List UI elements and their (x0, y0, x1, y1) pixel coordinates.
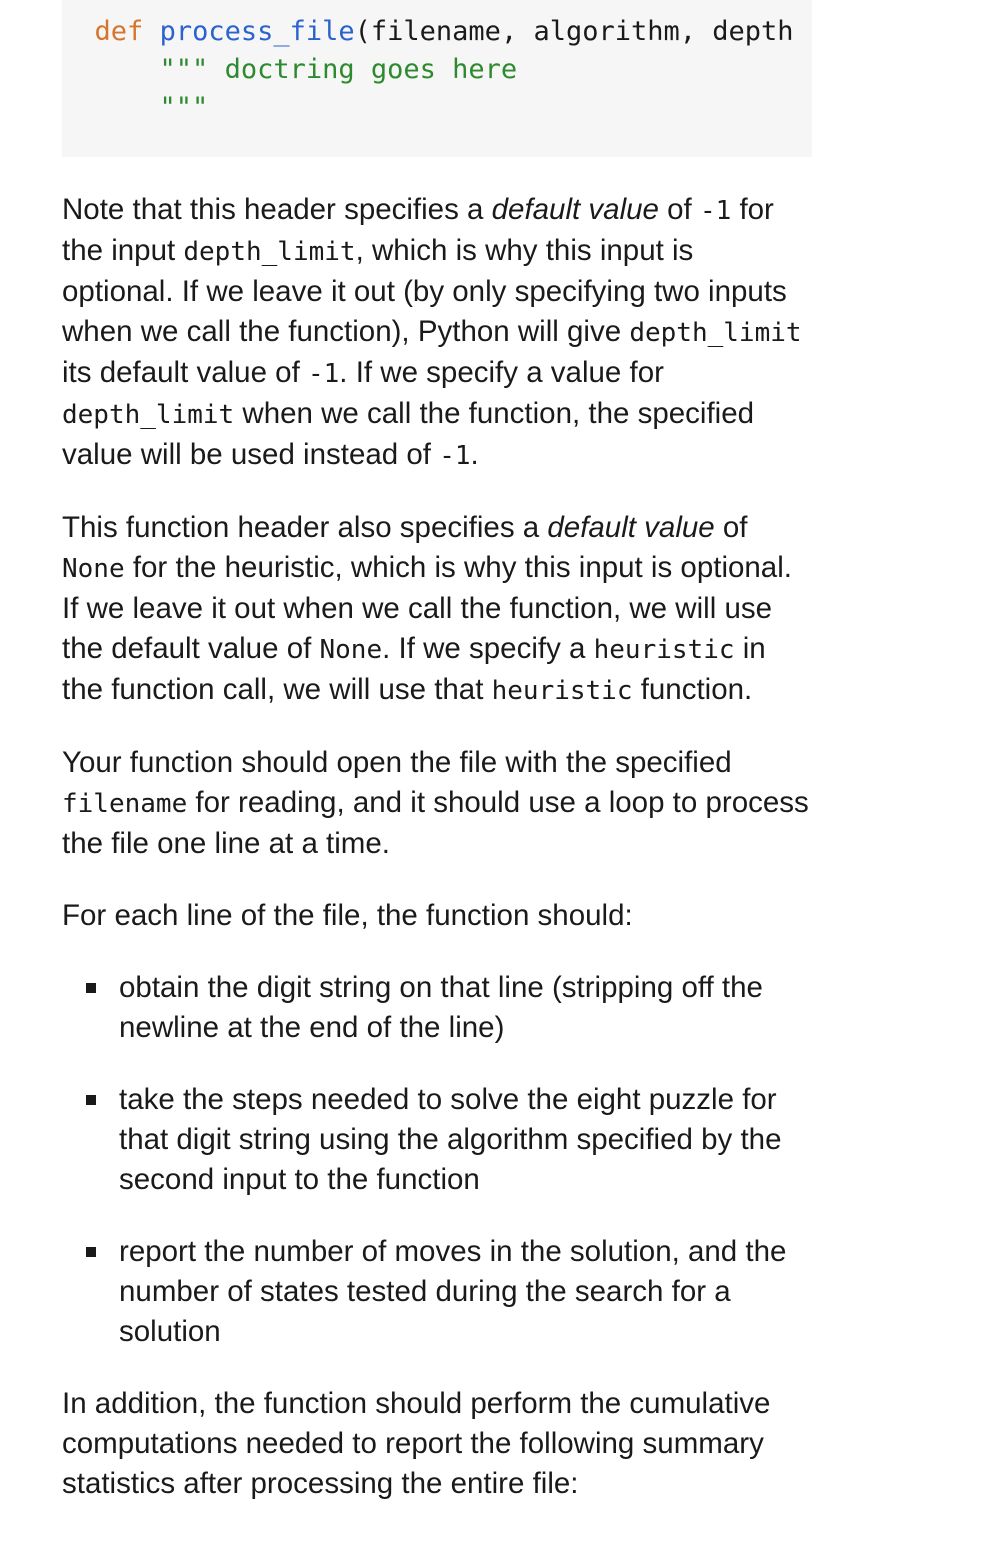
text: . If we specify a (382, 632, 594, 665)
list-item (62, 1080, 812, 1200)
paragraph-depth-limit (62, 190, 812, 476)
code-params: (filename, algorithm, depth (354, 16, 794, 47)
paragraph-heuristic (62, 508, 812, 711)
list-item (62, 968, 812, 1048)
bullet-square-icon (86, 1095, 96, 1105)
text: This function header also specifies a (62, 511, 548, 544)
bullet-square-icon (86, 983, 96, 993)
list-item-text: report the number of moves in the solution, and the number of states tested during the search for a solution (119, 1235, 787, 1348)
text: . If we specify a value for (339, 356, 664, 389)
paragraph-summary: In addition, the function should perform the cumulative computations needed to report the following summary statistics after processing the entire file: (62, 1387, 771, 1500)
inline-code: heuristic (593, 635, 735, 665)
inline-code: None (319, 635, 383, 665)
code-function-name: process_file (159, 16, 355, 47)
code-line-1 (62, 13, 812, 51)
inline-code: None (62, 554, 125, 584)
text: for the input (62, 193, 774, 267)
paragraph-each-line: For each line of the file, the function should: (62, 899, 633, 932)
code-docstring-close: """ (159, 92, 209, 123)
bullet-square-icon (86, 1247, 96, 1257)
main-content (62, 0, 812, 1504)
text: Note that this header specifies a (62, 193, 492, 226)
text: for reading, and it should use a loop to process the file one line at a time. (62, 786, 809, 860)
bullet-list (62, 968, 812, 1352)
text: of (714, 511, 748, 544)
text: for the heuristic, which is why this input is optional. If we leave it out when we call the function, we will use the default value of (62, 551, 792, 665)
text: Your function should open the file with the specified (62, 746, 732, 779)
inline-code: heuristic (491, 676, 633, 706)
text: when we call the function, the specified value will be used instead of (62, 397, 755, 471)
text: of (658, 193, 700, 226)
emphasis: default value (547, 511, 715, 544)
code-line-3 (62, 89, 812, 127)
list-item-text: obtain the digit string on that line (stripping off the newline at the end of the line) (119, 971, 763, 1044)
text: its default value of (62, 356, 308, 389)
inline-code: -1 (439, 441, 471, 471)
inline-code: filename (62, 789, 188, 819)
list-item-text: take the steps needed to solve the eight puzzle for that digit string using the algorithm specified by the second input to the function (119, 1083, 782, 1196)
text: in the function call, we will use that (62, 632, 766, 706)
code-keyword: def (94, 16, 144, 47)
code-block (62, 0, 812, 157)
text: . (470, 438, 479, 471)
code-docstring-open: """ doctring goes here (159, 54, 518, 85)
inline-code: depth_limit (62, 400, 235, 430)
emphasis: default value (491, 193, 659, 226)
inline-code: -1 (307, 359, 340, 389)
text: , which is why this input is optional. If we leave it out (by only specifying two inputs when we call the function), Python will give (62, 234, 787, 348)
inline-code: depth_limit (629, 318, 802, 348)
inline-code: -1 (699, 196, 732, 226)
code-line-2 (62, 51, 812, 89)
inline-code: depth_limit (183, 237, 356, 267)
paragraph-open-file (62, 743, 812, 864)
list-item (62, 1232, 812, 1352)
text: function. (632, 673, 753, 706)
